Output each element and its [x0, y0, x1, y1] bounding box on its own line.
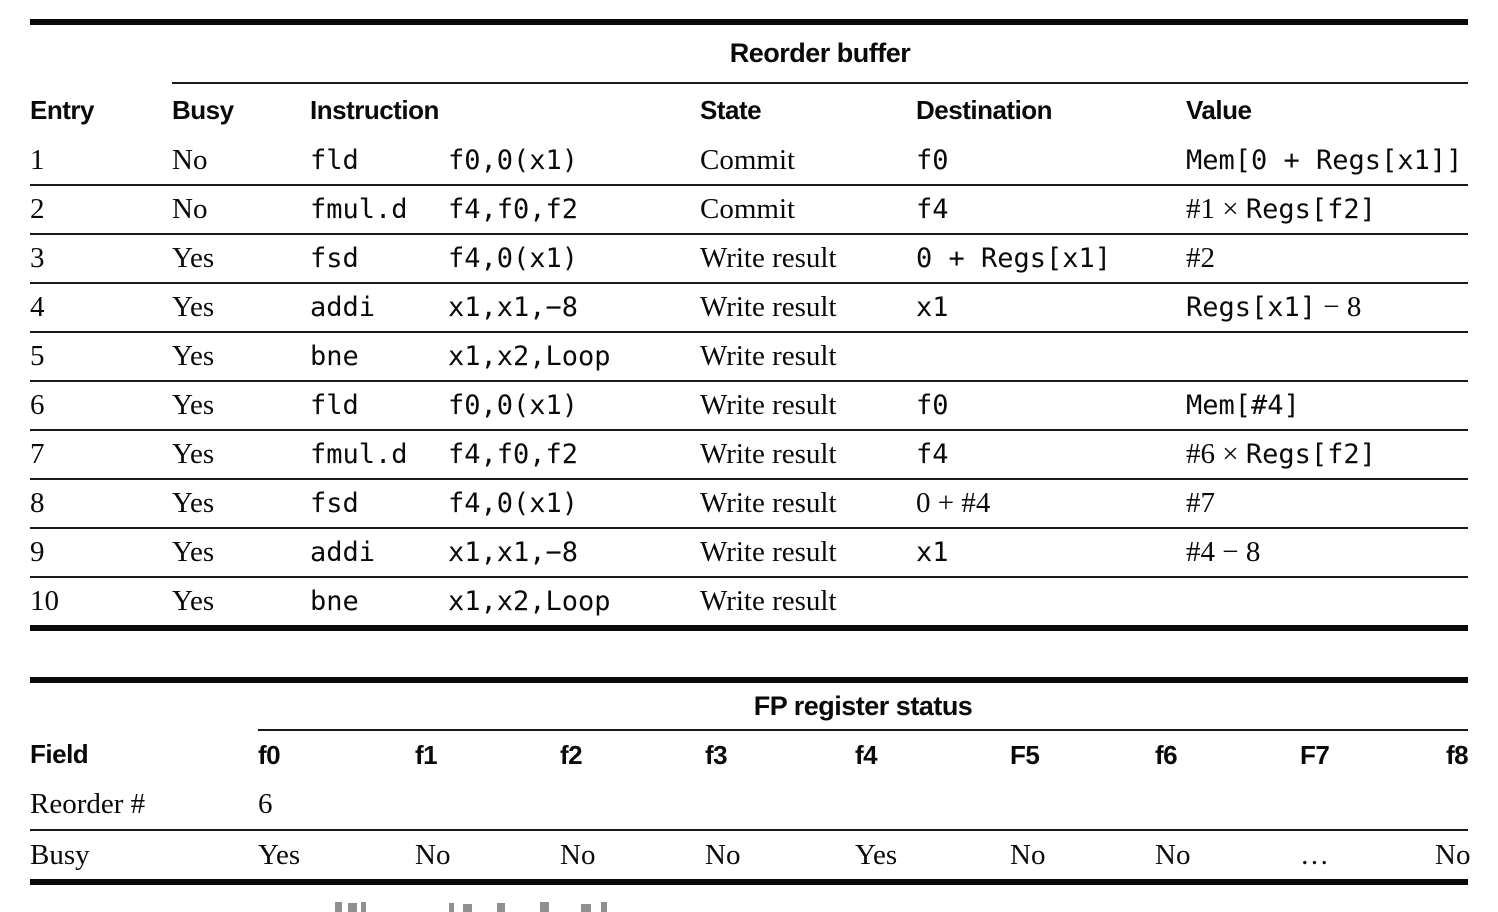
cell-entry: 4 [30, 283, 172, 332]
column-header-f1: f1 [415, 739, 438, 770]
cell-state: Write result [700, 332, 916, 381]
cell-register-value [705, 779, 855, 830]
reorder-buffer-row-8 [30, 479, 1468, 528]
cell-value [1186, 381, 1468, 430]
cell-field-label: Reorder # [30, 779, 258, 830]
reorder-buffer-row-3 [30, 234, 1468, 283]
cell-register-value [1435, 779, 1468, 830]
cell-state: Write result [700, 585, 837, 617]
cell-entry: 1 [30, 137, 172, 185]
instruction-opcode: fld [310, 145, 359, 176]
cell-instruction [310, 137, 700, 185]
instruction-operands: f4,0(x1) [448, 488, 579, 519]
instruction-opcode: fmul.d [310, 194, 408, 225]
value-segment: Mem[#4] [1186, 390, 1300, 421]
cell-register-value: … [1300, 838, 1329, 871]
value-segment: #4 − 8 [1186, 536, 1261, 568]
reorder-buffer-title: Reorder buffer [172, 22, 1468, 83]
cell-register-value [415, 779, 560, 830]
cell-state: Write result [700, 479, 916, 528]
column-header-value: Value [1186, 95, 1252, 125]
reorder-buffer-row-2 [30, 185, 1468, 234]
cell-busy: Yes [172, 332, 310, 381]
instruction-operands: x1,x2,Loop [448, 586, 611, 617]
cell-busy: Yes [172, 381, 310, 430]
cell-state: Write result [700, 283, 916, 332]
value-segment: #1 × [1186, 193, 1246, 225]
column-header-f3: f3 [705, 739, 728, 770]
instruction-opcode: fmul.d [310, 439, 408, 470]
column-header-destination: Destination [916, 95, 1053, 125]
spacer-cell [30, 680, 258, 730]
cell-destination [916, 479, 1186, 528]
instruction-opcode: addi [310, 537, 376, 568]
column-header-f7: F7 [1300, 739, 1330, 770]
cell-value [1186, 137, 1468, 185]
column-header-entry: Entry [30, 94, 94, 125]
cell-destination [916, 528, 1186, 577]
cell-instruction [310, 430, 700, 479]
column-header-f4: f4 [855, 739, 878, 770]
cell-state: Write result [700, 381, 916, 430]
instruction-opcode: fsd [310, 243, 359, 274]
cell-register-value: No [560, 838, 596, 871]
cell-entry: 10 [30, 585, 59, 617]
cell-busy: Yes [172, 430, 310, 479]
cell-instruction [310, 528, 700, 577]
value-segment: f0 [916, 145, 949, 176]
value-segment: f4 [916, 194, 949, 225]
instruction-operands: f4,f0,f2 [448, 194, 579, 225]
cell-state: Write result [700, 528, 916, 577]
cell-register-value: No [1155, 838, 1191, 871]
instruction-operands: f4,0(x1) [448, 243, 579, 274]
cell-state: Write result [700, 234, 916, 283]
column-header-f5: F5 [1010, 739, 1040, 770]
instruction-operands: x1,x1,−8 [448, 292, 579, 323]
instruction-opcode: addi [310, 292, 376, 323]
fp-register-status-header-row [30, 730, 1468, 779]
cell-entry: 3 [30, 234, 172, 283]
cell-state: Commit [700, 137, 916, 185]
cell-register-value [1155, 779, 1300, 830]
value-segment: x1 [916, 537, 949, 568]
value-segment: Mem[0 + Regs[x1]] [1186, 145, 1463, 176]
reorder-buffer-row-10 [30, 577, 1468, 628]
cell-destination [916, 234, 1186, 283]
value-segment: #2 [1186, 242, 1215, 274]
cell-value [1186, 332, 1468, 381]
instruction-operands: f0,0(x1) [448, 390, 579, 421]
cell-state: Write result [700, 430, 916, 479]
column-header-field: Field [30, 739, 89, 769]
cell-value [1186, 185, 1468, 234]
reorder-buffer-row-7 [30, 430, 1468, 479]
reorder-buffer-row-4 [30, 283, 1468, 332]
cell-entry: 7 [30, 430, 172, 479]
cell-register-value [855, 779, 1010, 830]
column-header-state: State [700, 95, 762, 125]
reorder-buffer-title-row [30, 22, 1468, 83]
column-header-f6: f6 [1155, 739, 1178, 770]
value-segment: f4 [916, 439, 949, 470]
cell-instruction [310, 283, 700, 332]
instruction-opcode: fsd [310, 488, 359, 519]
cell-register-value: Yes [258, 838, 301, 871]
cell-entry: 2 [30, 185, 172, 234]
cell-entry: 5 [30, 332, 172, 381]
instruction-opcode: bne [310, 341, 359, 372]
cell-busy: Yes [172, 528, 310, 577]
column-header-f0: f0 [258, 739, 281, 770]
fp-register-status-table [30, 677, 1471, 885]
value-segment: x1 [916, 292, 949, 323]
column-header-f2: f2 [560, 739, 583, 770]
instruction-opcode: bne [310, 586, 359, 617]
instruction-operands: f4,f0,f2 [448, 439, 579, 470]
fp-status-row-reorder- [30, 779, 1468, 830]
reorder-buffer-row-6 [30, 381, 1468, 430]
cell-register-value: No [705, 838, 741, 871]
cell-register-value: Yes [855, 838, 898, 871]
cell-entry: 9 [30, 528, 172, 577]
cell-destination [916, 137, 1186, 185]
cell-busy: Yes [172, 479, 310, 528]
value-segment: #7 [1186, 487, 1215, 519]
spacer-cell [30, 22, 172, 83]
instruction-operands: f0,0(x1) [448, 145, 579, 176]
cell-destination [916, 430, 1186, 479]
cell-register-value: No [415, 838, 451, 871]
value-segment: #6 × [1186, 438, 1246, 470]
cell-destination [916, 577, 1186, 628]
cell-destination [916, 381, 1186, 430]
cell-entry: 6 [30, 381, 172, 430]
cell-register-value [560, 779, 705, 830]
value-segment: Regs[f2] [1245, 439, 1376, 470]
cell-entry: 8 [30, 479, 172, 528]
cell-value [1186, 577, 1468, 628]
instruction-operands: x1,x2,Loop [448, 341, 611, 372]
cell-busy: Yes [172, 585, 215, 617]
cell-field-label: Busy [30, 838, 90, 871]
value-segment: f0 [916, 390, 949, 421]
cell-instruction [310, 332, 700, 381]
reorder-buffer-row-1 [30, 137, 1468, 185]
cell-busy: No [172, 137, 310, 185]
cell-destination [916, 332, 1186, 381]
column-header-busy: Busy [172, 95, 234, 125]
reorder-buffer-row-5 [30, 332, 1468, 381]
fp-status-row-busy [30, 830, 1468, 882]
cell-register-value: 6 [258, 779, 415, 830]
cell-register-value: No [1010, 838, 1046, 871]
cell-busy: No [172, 185, 310, 234]
fp-register-status-title: FP register status [258, 680, 1468, 730]
column-header-f8: f8 [1445, 739, 1469, 770]
value-segment: − 8 [1316, 291, 1362, 323]
cell-value [1186, 479, 1468, 528]
cell-value [1186, 283, 1468, 332]
value-segment: 0 + Regs[x1] [916, 243, 1112, 274]
fp-register-status-title-row [30, 680, 1468, 730]
cell-instruction [310, 185, 700, 234]
instruction-opcode: fld [310, 390, 359, 421]
cell-busy: Yes [172, 234, 310, 283]
reorder-buffer-table [30, 19, 1468, 631]
cell-register-value [1300, 779, 1435, 830]
cell-instruction [310, 479, 700, 528]
instruction-operands: x1,x1,−8 [448, 537, 579, 568]
column-header-instruction: Instruction [310, 95, 439, 125]
cell-destination [916, 283, 1186, 332]
cell-value [1186, 234, 1468, 283]
reorder-buffer-header-row [30, 83, 1468, 137]
cell-instruction [310, 234, 700, 283]
value-segment: Regs[f2] [1245, 194, 1376, 225]
cell-register-value [1010, 779, 1155, 830]
cell-instruction [310, 577, 700, 628]
cell-destination [916, 185, 1186, 234]
cell-instruction [310, 381, 700, 430]
cell-busy: Yes [172, 283, 310, 332]
value-segment: 0 + #4 [916, 487, 991, 519]
value-segment: Regs[x1] [1186, 292, 1317, 323]
cell-value [1186, 528, 1468, 577]
reorder-buffer-row-9 [30, 528, 1468, 577]
cell-state: Commit [700, 185, 916, 234]
cell-register-value: No [1435, 838, 1471, 871]
cell-value [1186, 430, 1468, 479]
